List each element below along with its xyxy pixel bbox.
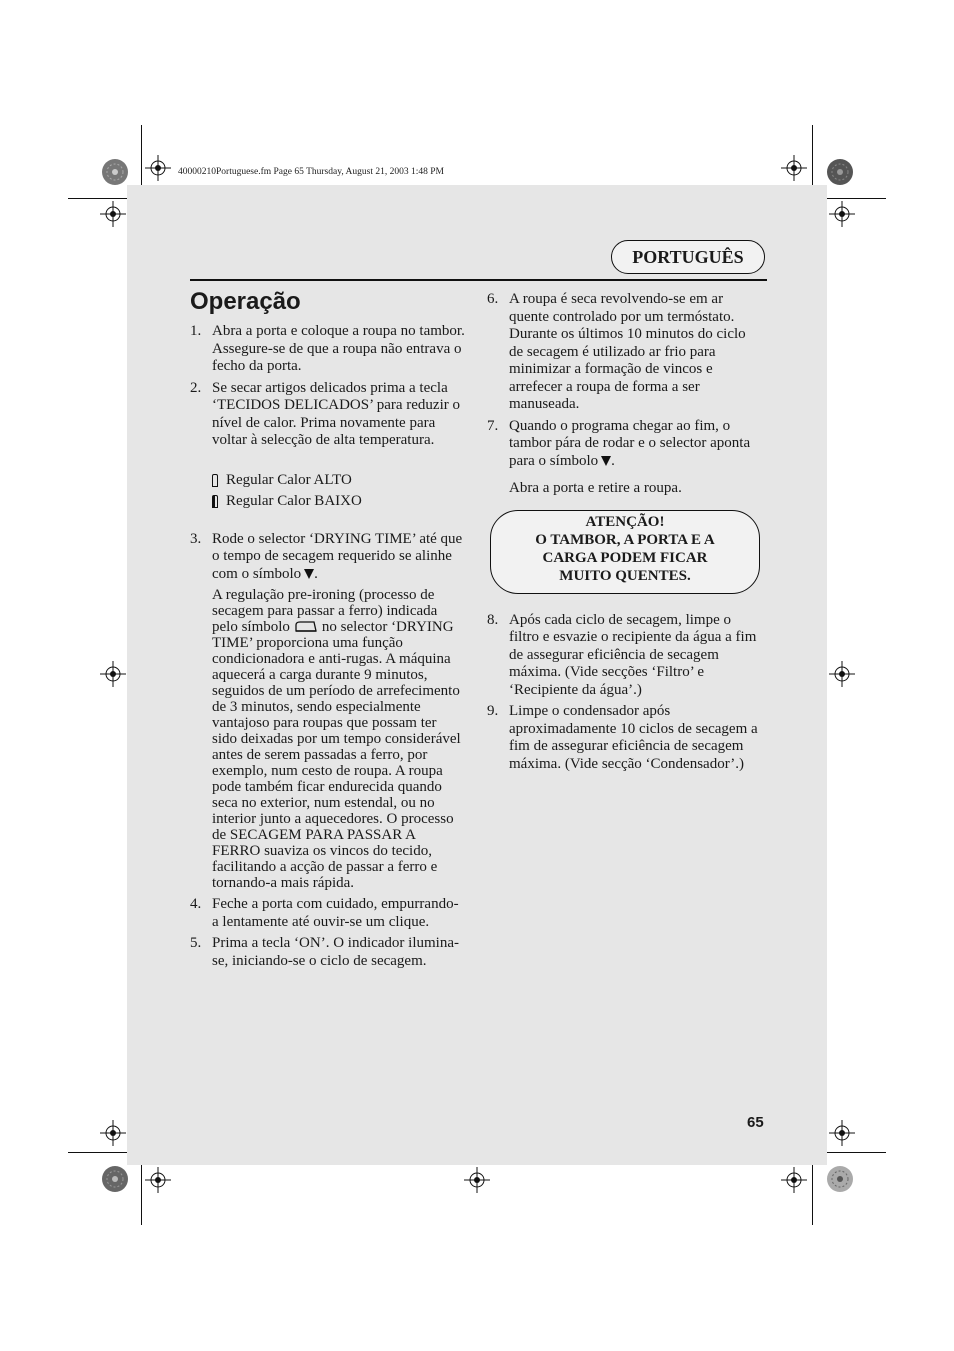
heat-high-icon xyxy=(212,474,218,487)
warning-title: ATENÇÃO! xyxy=(585,513,665,530)
list-item xyxy=(487,703,763,773)
crop-mark xyxy=(141,125,142,185)
item-text: A roupa é seca revolvendo-se em ar quente controlado por um termóstato. Durante os últimos 10 minutos do ciclo de secagem é utilizado ar frio para minimizar a formação de vincos e arrefecer a roupa de forma a ser manuseada. xyxy=(509,291,746,412)
registration-target-icon xyxy=(464,1167,490,1193)
registration-target-icon xyxy=(145,1167,171,1193)
heat-high-row xyxy=(212,472,465,490)
page-number: 65 xyxy=(747,1114,764,1131)
crop-mark xyxy=(68,1152,127,1153)
list-item xyxy=(487,291,763,414)
item-text: Limpe o condensador após aproximadamente 10 ciclos de secagem a fim de assegurar eficiência de secagem máxima. (Vide secção ‘Condensador’.) xyxy=(509,703,758,772)
pre-ironing-paragraph xyxy=(212,587,465,891)
item-text-body: Quando o programa chegar ao fim, o tambor pára de rodar e o selector aponta para o símbolo xyxy=(509,417,751,469)
right-column xyxy=(487,291,763,777)
warning-box xyxy=(490,510,760,594)
list-item xyxy=(487,418,763,471)
registration-target-icon xyxy=(829,661,855,687)
item-number: 3. xyxy=(190,530,202,547)
list-item xyxy=(190,935,465,970)
item-text-body: Rode o selector ‘DRYING TIME’ até que o tempo de secagem requerido se alinhe com o símbolo xyxy=(212,530,463,582)
color-rosette-icon xyxy=(826,158,854,186)
heat-low-label: Regular Calor BAIXO xyxy=(226,493,362,509)
crop-mark xyxy=(812,1165,813,1225)
color-rosette-icon xyxy=(101,1165,129,1193)
item-number: 5. xyxy=(190,935,202,951)
down-triangle-icon xyxy=(601,456,611,466)
item-text: Abra a porta e coloque a roupa no tambor. Assegure-se de que a roupa não entrava o fecho da porta. xyxy=(212,323,465,374)
item-text: Rode o selector ‘DRYING TIME’ até que o tempo de secagem requerido se alinhe com o símbolo . xyxy=(212,530,463,582)
registration-target-icon xyxy=(781,155,807,181)
item-number: 6. xyxy=(487,291,499,307)
warning-line: CARGA PODEM FICAR xyxy=(542,549,708,566)
item-text: Se secar artigos delicados prima a tecla ‘TECIDOS DELICADOS’ para reduzir o nível de calor. Prima novamente para voltar à selecção de alta temperatura. xyxy=(212,379,460,448)
item-text: Quando o programa chegar ao fim, o tambor pára de rodar e o selector aponta para o símbolo . xyxy=(509,417,751,469)
item-text: Feche a porta com cuidado, empurrando-a lentamente até ouvir-se um clique. xyxy=(212,896,459,930)
item-number: 8. xyxy=(487,611,499,628)
pre-ironing-text-a: A regulação pre-ironing (processo de secagem para passar a ferro) indicada pelo símbolo xyxy=(212,587,438,635)
heat-low-icon xyxy=(212,495,218,508)
registration-target-icon xyxy=(829,1120,855,1146)
list-item xyxy=(190,380,465,450)
warning-line: MUITO QUENTES. xyxy=(559,567,691,584)
crop-mark xyxy=(68,198,127,199)
crop-mark xyxy=(141,1165,142,1225)
down-triangle-icon xyxy=(304,569,314,579)
color-rosette-icon xyxy=(101,158,129,186)
registration-target-icon xyxy=(100,661,126,687)
registration-target-icon xyxy=(145,155,171,181)
item-number: 9. xyxy=(487,703,499,719)
warning-line: O TAMBOR, A PORTA E A xyxy=(535,531,715,548)
list-item xyxy=(190,531,465,584)
list-item xyxy=(190,896,465,931)
open-door-paragraph: Abra a porta e retire a roupa. xyxy=(509,480,682,496)
registration-target-icon xyxy=(781,1167,807,1193)
item-number: 7. xyxy=(487,417,499,434)
list-item xyxy=(190,323,465,376)
item-text: Após cada ciclo de secagem, limpe o filtro e esvazie o recipiente da água a fim de assegurar eficiência de secagem máxima. (Vide secções ‘Filtro’ e ‘Recipiente da água’.) xyxy=(509,611,757,698)
item-number: 4. xyxy=(190,896,202,912)
heat-low-row xyxy=(212,493,465,511)
crop-mark xyxy=(827,1152,886,1153)
pre-ironing-text-b: no selector ‘DRYING TIME’ proporciona uma função condicionadora e anti-rugas. A máquina aquecerá a carga durante 9 minutos, seguidos de um período de arrefecimento de 3 minutos, sendo especialmente vantajoso para roupas que possam ter sido deixadas por um tempo considerável antes de serem passadas a ferro, por exemplo, num cesto de roupa. A roupa pode também ficar endurecida quando seca no exterior, num estendal, ou no interior junto a aquecedores. O processo de SECAGEM PARA PASSAR A FERRO suaviza os vincos do tecido, facilitando a acção de passar a ferro e tornando-a mais rápida. xyxy=(212,619,461,891)
left-column xyxy=(190,323,465,974)
crop-mark xyxy=(827,198,886,199)
iron-icon xyxy=(294,620,318,632)
file-header: 40000210Portuguese.fm Page 65 Thursday, August 21, 2003 1:48 PM xyxy=(178,167,444,177)
list-item xyxy=(487,612,763,700)
item-text: Prima a tecla ‘ON’. O indicador ilumina-se, iniciando-se o ciclo de secagem. xyxy=(212,935,460,969)
color-rosette-icon xyxy=(826,1165,854,1193)
crop-mark xyxy=(812,125,813,185)
page-title: Operação xyxy=(190,288,301,315)
header-rule xyxy=(190,279,767,281)
item-number: 1. xyxy=(190,323,202,339)
item-number: 2. xyxy=(190,379,202,396)
registration-target-icon xyxy=(829,201,855,227)
heat-high-label: Regular Calor ALTO xyxy=(226,471,352,488)
registration-target-icon xyxy=(100,1120,126,1146)
registration-target-icon xyxy=(100,201,126,227)
language-badge: PORTUGUÊS xyxy=(611,240,765,274)
